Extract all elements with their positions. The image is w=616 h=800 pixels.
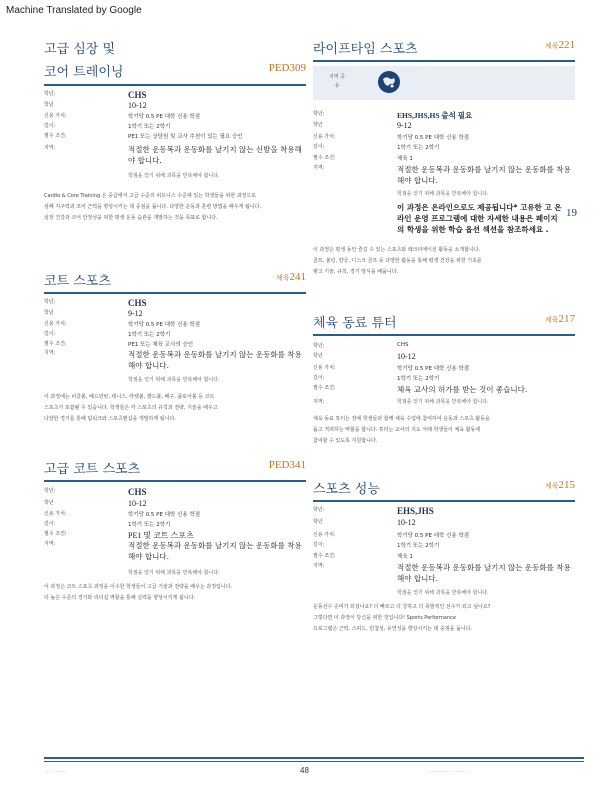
label-credit: 신용 가치: — [44, 113, 67, 119]
label-duration: 길이: — [44, 123, 56, 129]
duration-value: 1학기 또는 2학기 — [397, 543, 440, 549]
duration-value: 1학기 또는 2학기 — [128, 522, 171, 528]
course-description — [44, 582, 306, 604]
label-school: 학년: — [313, 507, 325, 513]
label-school: 학년: — [313, 343, 325, 349]
label-grades: 학년 — [44, 500, 54, 506]
credit-value: 학기당 0.5 PE 대학 신용 학점 — [397, 366, 470, 372]
label-prereq: 필수 조건: — [313, 553, 336, 559]
school-value: CHS — [397, 342, 409, 348]
label-duration: 길이: — [313, 542, 325, 548]
label-prereq: 필수 조건: — [44, 341, 67, 347]
label-area: 지역: — [313, 399, 325, 405]
grades-value: 10-12 — [128, 101, 147, 110]
machine-translated-banner: Machine Translated by Google — [6, 5, 142, 16]
course-description — [313, 245, 575, 278]
area-note: 학점을 얻기 위해 과목을 반복해야 합니다. — [128, 173, 220, 179]
divider — [44, 84, 306, 86]
label-duration: 길이: — [313, 375, 325, 381]
area-note: 학점을 얻기 위해 과목을 반복해야 합니다. — [397, 191, 489, 197]
school-value: CHS — [128, 90, 147, 100]
grades-value: 9-12 — [397, 121, 412, 130]
footer-left-text: · · · · · · · — [46, 769, 67, 775]
online-course-note: 이 과정은 온라인으로도 제공됩니다* 고유한 고 온라인 운영 프로그램에 대한 자세한 내용은 페이지 의 학생을 위한 학습 옵션 섹션을 참조하세요 . — [397, 203, 562, 234]
area-value: 적절한 운동복과 운동화를 날기지 않는 신발을 착용해야 합니다. — [128, 145, 302, 165]
school-value: CHS — [128, 487, 147, 497]
footer-rule-thin — [44, 761, 584, 762]
description-line: Cardio & Core Training 은 중급에서 고급 수준의 피트니스 수준에 있는 학생들을 위한 과정으로 — [44, 193, 257, 199]
course-description — [44, 191, 306, 224]
description-line: 골프, 볼링, 양궁, 디스크 골프 등 다양한 활동을 통해 평생 건강을 위한 기초를 — [313, 258, 482, 264]
label-area: 지역: — [313, 165, 325, 171]
duration-value: 1학기 또는 2학기 — [128, 124, 171, 130]
area-note: 학점을 얻기 위해 과목을 반복해야 합니다. — [397, 399, 489, 405]
label-prereq: 필수 조건: — [313, 385, 336, 391]
description-line: 심폐 지구력과 코어 근력을 향상시키는 데 중점을 둡니다. 다양한 운동과 훈련 방법을 배우게 됩니다. — [44, 204, 262, 210]
description-line: 더 높은 수준의 경기와 리더십 역할을 통해 실력을 향상시키게 됩니다. — [44, 595, 196, 601]
label-area: 지역: — [44, 541, 56, 547]
prereq-value: 체육 교사의 허가를 받는 것이 좋습니다. — [397, 385, 528, 394]
description-line: 참여할 수 있도록 지원합니다. — [313, 438, 378, 444]
divider — [313, 500, 575, 502]
area-value: 적절한 운동복과 운동화를 날기지 않는 운동화를 착용해야 합니다. — [397, 563, 571, 583]
area-note: 학점을 얻기 위해 과목을 반복해야 합니다. — [128, 377, 220, 383]
area-value: 적절한 운동복과 운동화를 날기지 않는 운동화를 착용해야 합니다. — [128, 541, 302, 561]
label-grades: 학년 — [313, 122, 323, 128]
label-credit: 신용 가치: — [44, 321, 67, 327]
label-area: 지역: — [313, 563, 325, 569]
description-line: 스포츠가 포함될 수 있습니다. 학생들은 각 스포츠의 규칙과 전략, 기술을 배우고 — [44, 405, 218, 411]
description-line: 다양한 경기를 통해 팀워크와 스포츠맨십을 개발하게 됩니다. — [44, 416, 176, 422]
duration-value: 1학기 또는 2학기 — [128, 332, 171, 338]
label-credit: 신용 가치: — [313, 134, 336, 140]
globe-icon — [377, 70, 401, 94]
divider — [44, 292, 306, 294]
label-school: 학년: — [313, 111, 325, 117]
description-line: 이 과정은 코트 스포츠 과정을 이수한 학생들이 고급 기술과 전략을 배우는 과정입니다. — [44, 584, 233, 590]
page-reference: 19 — [566, 207, 577, 219]
course-title: 고급 코트 스포츠 — [44, 462, 141, 477]
school-value: CHS — [128, 298, 147, 308]
description-line: 돕고 격려하는 역할을 합니다. 튜터는 교사의 지도 아래 학생들이 체육 활동에 — [313, 427, 481, 433]
duration-value: 1학기 또는 2학기 — [397, 145, 440, 151]
course-description — [44, 392, 306, 425]
grades-value: 10-12 — [397, 352, 416, 361]
course-description — [313, 602, 575, 635]
prereq-value: PE1 또는 상담원 및 교사 추천이 있는 필요 승인 — [128, 134, 243, 140]
course-code: 체육215 — [544, 479, 575, 491]
grades-value: 10-12 — [397, 518, 416, 527]
course-description — [313, 414, 575, 447]
course-title: 코트 스포츠 — [44, 274, 111, 289]
label-grades: 학년 — [313, 519, 323, 525]
description-line: 쌓고 기술, 규칙, 경기 방식을 배웁니다. — [313, 269, 399, 275]
description-line: 운동선수 준비가 되셨나요? 더 빠르고 더 강하고 더 폭발적인 선수가 되고 싶나요? — [313, 604, 491, 610]
divider — [313, 60, 575, 62]
course-title-line2: 코어 트레이닝 — [44, 65, 124, 80]
credit-value: 학기당 0.5 PE 대학 신용 학점 — [128, 114, 201, 120]
prereq-value: 체육 1 — [397, 156, 413, 162]
area-value: 적절한 운동복과 운동화를 날기지 않는 운동화를 착용해야 합니다. — [128, 350, 302, 370]
label-prereq: 필수 조건: — [44, 133, 67, 139]
course-title: 라이프타임 스포츠 — [313, 42, 418, 57]
area-note: 학점을 얻기 위해 과목을 반복해야 합니다. — [128, 570, 220, 576]
description-line: 그렇다면 이 과정이 당신을 위한 것입니다! Sports Performance — [313, 615, 456, 621]
credit-value: 학기당 0.5 PE 대학 신용 학점 — [128, 322, 201, 328]
divider — [313, 334, 575, 336]
divider — [44, 480, 306, 482]
label-prereq: 필수 조건: — [313, 155, 336, 161]
prereq-value: PE1 및 코트 스포츠 — [128, 531, 194, 540]
school-value: EHS,JHS — [397, 506, 434, 516]
area-value: 적절한 운동복과 운동화를 날기지 않는 운동화를 착용해야 합니다. — [397, 165, 571, 185]
label-area: 지역: — [44, 350, 56, 356]
course-code: 체육217 — [544, 313, 575, 325]
description-line: 심장 건강과 코어 안정성을 위한 평생 운동 습관을 개발하는 것을 목표로 합니다. — [44, 215, 218, 221]
label-prereq: 필수 조건: — [44, 531, 67, 537]
shared-area-label: 지역 공유 — [328, 74, 346, 89]
prereq-value: 체육 1 — [397, 554, 413, 560]
course-code: 체육221 — [544, 39, 575, 51]
school-value: EHS,JHS,HS 출석 필요 — [397, 111, 473, 120]
duration-value: 1학기 또는 2학기 — [397, 376, 440, 382]
course-code: PED309 — [268, 62, 306, 74]
course-title-line1: 고급 심장 및 — [44, 42, 116, 57]
grades-value: 10-12 — [128, 499, 147, 508]
label-school: 학년: — [44, 91, 56, 97]
label-duration: 길이: — [44, 331, 56, 337]
course-code: PED341 — [268, 459, 306, 471]
label-area: 지역: — [44, 145, 56, 151]
label-duration: 길이: — [44, 521, 56, 527]
label-grades: 학년 — [44, 310, 54, 316]
page-number: 48 — [300, 766, 309, 775]
shared-area-box — [313, 66, 575, 100]
course-title: 체육 동료 튜터 — [313, 316, 397, 331]
label-duration: 길이: — [313, 144, 325, 150]
credit-value: 학기당 0.5 PE 대학 신용 학점 — [128, 512, 201, 518]
description-line: 이 과정은 평생 동안 즐길 수 있는 스포츠와 레크리에이션 활동을 소개합니다. — [313, 247, 481, 253]
label-school: 학년: — [44, 299, 56, 305]
prereq-value: PE1 또는 체육 교사의 승인 — [128, 342, 194, 348]
course-code: 체육241 — [275, 271, 306, 283]
description-line: 체육 동료 튜터는 장애 학생들과 함께 체육 수업에 참여하여 운동과 스포츠 활동을 — [313, 416, 490, 422]
label-school: 학년: — [44, 488, 56, 494]
label-credit: 신용 가치: — [313, 532, 336, 538]
label-grades: 학년 — [313, 353, 323, 359]
grades-value: 9-12 — [128, 309, 143, 318]
credit-value: 학기당 0.5 PE 대학 신용 학점 — [397, 135, 470, 141]
credit-value: 학기당 0.5 PE 대학 신용 학점 — [397, 533, 470, 539]
description-line: 이 과정에는 피클볼, 배드민턴, 테니스, 라켓볼, 핸드볼, 배구, 플로어볼 등 코트 — [44, 394, 215, 400]
footer-rule-thick — [44, 757, 584, 759]
footer-right-text: · · · · · · · · · · · · · — [428, 769, 468, 775]
label-credit: 신용 가치: — [313, 365, 336, 371]
course-title: 스포츠 성능 — [313, 482, 380, 497]
label-grades: 학년 — [44, 102, 54, 108]
description-line: 프로그램은 근력, 스피드, 민첩성, 유연성을 향상시키는 데 중점을 둡니다. — [313, 626, 473, 632]
area-note: 학점을 얻기 위해 과목을 반복해야 합니다. — [397, 590, 489, 596]
label-credit: 신용 가치: — [44, 511, 67, 517]
